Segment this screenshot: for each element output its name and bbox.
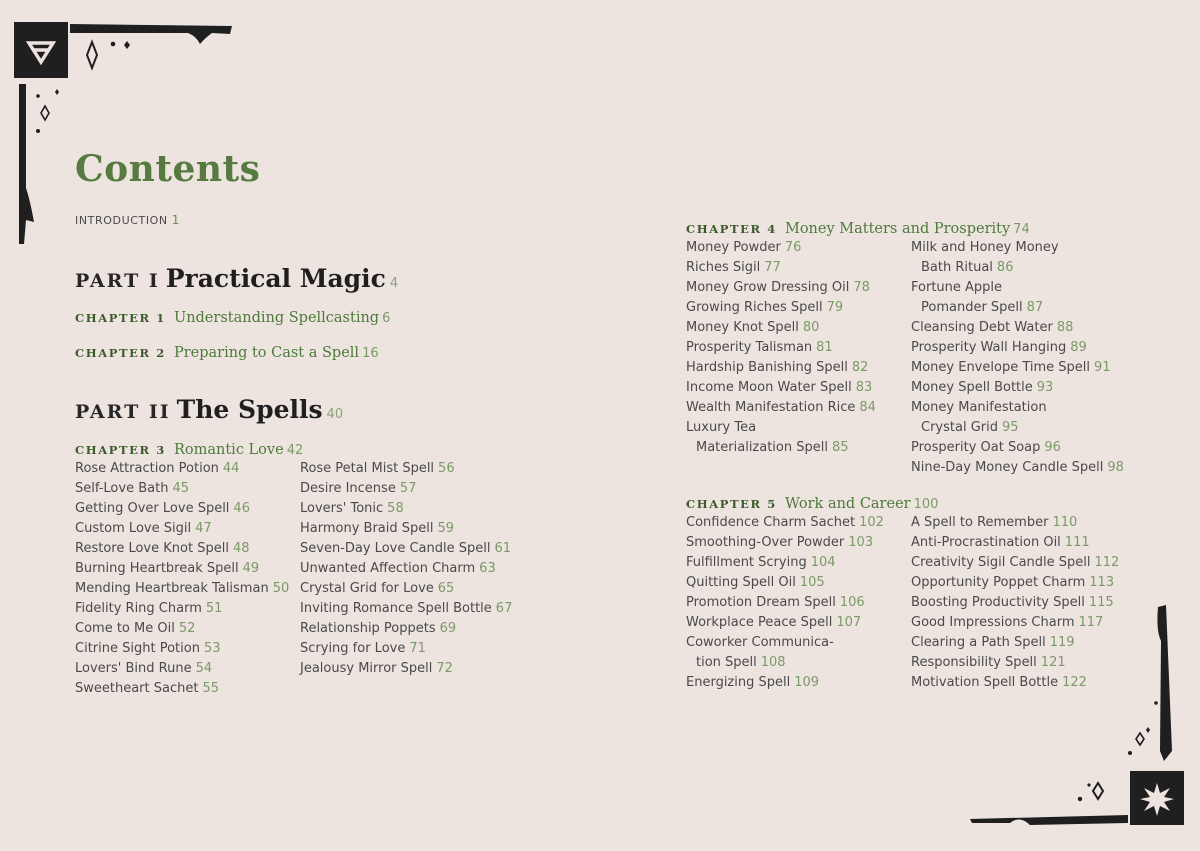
toc-entry-page: 58 — [387, 501, 404, 516]
chapter-3-page: 42 — [286, 443, 304, 458]
toc-entry — [300, 499, 512, 519]
chapter-2-title: Preparing to Cast a Spell — [173, 345, 360, 361]
chapter-5-heading — [686, 493, 938, 512]
toc-entry — [911, 573, 1119, 593]
toc-entry-page: 84 — [859, 400, 876, 415]
toc-entry-page: 59 — [437, 521, 455, 536]
toc-entry — [911, 458, 1124, 478]
toc-entry-page: 91 — [1094, 360, 1111, 375]
introduction-page: 1 — [171, 213, 180, 227]
toc-entry-title: Rose Attraction Potion — [75, 461, 219, 476]
toc-entry-page: 71 — [409, 641, 426, 656]
toc-entry — [686, 238, 876, 258]
toc-entry-page: 105 — [799, 575, 825, 590]
toc-entry — [75, 619, 289, 639]
toc-entry — [686, 613, 884, 633]
toc-entry-title: Boosting Productivity Spell — [911, 595, 1085, 610]
chapter-5-list-col1 — [686, 513, 884, 693]
toc-entry-title: Anti-Procrastination Oil — [911, 535, 1061, 550]
toc-entry-title: Rose Petal Mist Spell — [300, 461, 435, 476]
toc-entry-page: 81 — [816, 340, 833, 355]
toc-entry-title: Unwanted Affection Charm — [300, 561, 476, 576]
chapter-3-heading — [75, 439, 303, 458]
toc-entry-title: Getting Over Love Spell — [75, 501, 230, 516]
chapter-3-title: Romantic Love — [173, 442, 284, 458]
toc-entry-title: Crystal Grid — [921, 420, 998, 435]
chapter-4-title: Money Matters and Prosperity — [784, 221, 1011, 237]
toc-entry — [75, 519, 289, 539]
part-1-heading — [75, 264, 398, 293]
toc-entry-page: 115 — [1088, 595, 1114, 610]
toc-entry — [686, 533, 884, 553]
chapter-1-label: CHAPTER 1 — [75, 311, 166, 325]
toc-entry-title: Scrying for Love — [300, 641, 406, 656]
toc-entry — [686, 573, 884, 593]
toc-entry — [300, 619, 512, 639]
toc-entry — [686, 593, 884, 613]
toc-entry-page: 112 — [1094, 555, 1120, 570]
chapter-4-page: 74 — [1013, 222, 1030, 237]
toc-entry-title: Lovers' Bind Rune — [75, 661, 192, 676]
toc-entry — [911, 633, 1119, 653]
toc-entry — [911, 438, 1124, 458]
toc-entry — [911, 418, 1124, 438]
toc-entry-page: 76 — [784, 240, 802, 255]
toc-entry-title: Seven-Day Love Candle Spell — [300, 541, 491, 556]
toc-entry-title: Confidence Charm Sachet — [686, 515, 856, 530]
toc-entry-page: 87 — [1026, 300, 1044, 315]
toc-entry-page: 77 — [764, 260, 781, 275]
toc-entry-page: 45 — [172, 481, 189, 496]
toc-entry-page: 47 — [195, 521, 212, 536]
toc-entry — [686, 278, 876, 298]
toc-entry-title: Pomander Spell — [921, 300, 1023, 315]
toc-entry — [300, 459, 512, 479]
toc-entry — [686, 378, 876, 398]
introduction-label: INTRODUCTION — [75, 214, 168, 227]
toc-entry — [75, 479, 289, 499]
toc-entry-page: 57 — [399, 481, 417, 496]
toc-entry-page: 88 — [1056, 320, 1074, 335]
toc-entry-title: Promotion Dream Spell — [686, 595, 836, 610]
toc-entry-page: 121 — [1040, 655, 1066, 670]
chapter-2-page: 16 — [362, 346, 379, 361]
toc-entry-page: 79 — [826, 300, 844, 315]
toc-entry — [300, 479, 512, 499]
toc-entry-title: Fortune Apple — [911, 280, 1003, 295]
toc-entry-title: Jealousy Mirror Spell — [300, 661, 433, 676]
chapter-3-list-col2 — [300, 459, 512, 679]
chapter-1-page: 6 — [382, 311, 391, 326]
toc-entry-page: 83 — [855, 380, 873, 395]
toc-entry-page: 72 — [436, 661, 453, 676]
toc-entry-page: 104 — [810, 555, 836, 570]
toc-entry — [300, 639, 512, 659]
chapter-5-title: Work and Career — [784, 496, 911, 512]
toc-entry-title: Coworker Communica- — [686, 635, 834, 650]
toc-entry-page: 113 — [1089, 575, 1115, 590]
toc-entry — [911, 513, 1119, 533]
toc-entry — [300, 519, 512, 539]
toc-entry-title: Custom Love Sigil — [75, 521, 192, 536]
toc-entry-title: Fulfillment Scrying — [686, 555, 807, 570]
toc-entry-page: 50 — [272, 581, 290, 596]
toc-entry-page: 110 — [1052, 515, 1078, 530]
toc-entry-page: 107 — [836, 615, 862, 630]
toc-entry — [911, 398, 1124, 418]
toc-entry — [911, 278, 1124, 298]
toc-entry-page: 48 — [232, 541, 250, 556]
toc-entry — [75, 599, 289, 619]
toc-entry-page: 103 — [848, 535, 874, 550]
toc-entry-title: Wealth Manifestation Rice — [686, 400, 856, 415]
toc-entry-title: Come to Me Oil — [75, 621, 175, 636]
chapter-2-heading — [75, 342, 379, 361]
toc-entry-title: Citrine Sight Potion — [75, 641, 200, 656]
toc-entry — [686, 513, 884, 533]
toc-entry — [911, 318, 1124, 338]
chapter-4-list-col2 — [911, 238, 1124, 478]
toc-entry-page: 69 — [439, 621, 457, 636]
toc-entry — [911, 533, 1119, 553]
toc-entry — [300, 539, 512, 559]
part-2-label: PART II — [75, 401, 171, 423]
part-2-heading — [75, 395, 343, 424]
toc-entry — [911, 238, 1124, 258]
toc-entry-page: 122 — [1062, 675, 1087, 690]
toc-entry-page: 67 — [495, 601, 513, 616]
toc-entry — [300, 659, 512, 679]
toc-entry-page: 98 — [1107, 460, 1124, 475]
toc-entry — [911, 553, 1119, 573]
toc-entry — [911, 613, 1119, 633]
toc-entry — [686, 298, 876, 318]
toc-entry-page: 53 — [203, 641, 221, 656]
toc-entry-page: 49 — [242, 561, 260, 576]
chapter-2-label: CHAPTER 2 — [75, 346, 166, 360]
toc-entry — [911, 378, 1124, 398]
toc-entry-title: Luxury Tea — [686, 420, 757, 435]
toc-entry-title: Riches Sigil — [686, 260, 761, 275]
toc-entry-title: Prosperity Talisman — [686, 340, 813, 355]
chapter-3-list-col1 — [75, 459, 289, 699]
toc-entry-title: Clearing a Path Spell — [911, 635, 1046, 650]
part-2-title: The Spells — [176, 395, 323, 424]
toc-entry-page: 106 — [839, 595, 865, 610]
toc-entry-title: Desire Incense — [300, 481, 396, 496]
toc-entry — [75, 579, 289, 599]
toc-entry-title: Creativity Sigil Candle Spell — [911, 555, 1091, 570]
part-1-label: PART I — [75, 270, 160, 292]
toc-entry-title: Self-Love Bath — [75, 481, 169, 496]
toc-entry-title: Prosperity Wall Hanging — [911, 340, 1067, 355]
toc-entry-title: Nine-Day Money Candle Spell — [911, 460, 1104, 475]
toc-entry-page: 102 — [859, 515, 884, 530]
toc-entry-page: 89 — [1070, 340, 1087, 355]
part-1-page: 4 — [389, 276, 399, 291]
toc-entry-title: Hardship Banishing Spell — [686, 360, 848, 375]
toc-entry-page: 51 — [205, 601, 223, 616]
toc-entry — [75, 679, 289, 699]
toc-entry — [911, 653, 1119, 673]
toc-entry-title: Money Spell Bottle — [911, 380, 1033, 395]
toc-entry-title: Growing Riches Spell — [686, 300, 823, 315]
toc-entry-title: Prosperity Oat Soap — [911, 440, 1041, 455]
toc-entry-page: 44 — [222, 461, 240, 476]
toc-entry-title: Relationship Poppets — [300, 621, 436, 636]
toc-entry-title: Money Powder — [686, 240, 781, 255]
toc-entry — [75, 639, 289, 659]
chapter-5-page: 100 — [913, 497, 939, 512]
toc-entry-title: Harmony Braid Spell — [300, 521, 434, 536]
toc-entry — [911, 673, 1119, 693]
toc-entry — [75, 459, 289, 479]
toc-entry-page: 65 — [437, 581, 455, 596]
toc-entry-title: Money Manifestation — [911, 400, 1047, 415]
toc-entry-title: Money Grow Dressing Oil — [686, 280, 850, 295]
toc-entry — [686, 358, 876, 378]
toc-entry — [686, 633, 884, 653]
toc-entry-title: Cleansing Debt Water — [911, 320, 1053, 335]
toc-entry — [911, 358, 1124, 378]
toc-entry-page: 119 — [1049, 635, 1075, 650]
toc-entry-page: 93 — [1036, 380, 1054, 395]
page-title: Contents — [75, 148, 261, 190]
toc-entry-page: 46 — [233, 501, 250, 516]
toc-entry-title: Quitting Spell Oil — [686, 575, 796, 590]
toc-entry-title: Milk and Honey Money — [911, 240, 1059, 255]
toc-entry-page: 85 — [831, 440, 849, 455]
toc-entry-title: Sweetheart Sachet — [75, 681, 199, 696]
toc-entry-title: Mending Heartbreak Talisman — [75, 581, 269, 596]
toc-entry-page: 108 — [760, 655, 786, 670]
toc-entry-page: 80 — [802, 320, 820, 335]
toc-entry-page: 109 — [794, 675, 820, 690]
toc-entry — [75, 659, 289, 679]
part-1-title: Practical Magic — [165, 264, 386, 293]
toc-entry — [911, 338, 1124, 358]
toc-entry-title: Bath Ritual — [921, 260, 993, 275]
chapter-4-label: CHAPTER 4 — [686, 222, 777, 236]
chapter-1-title: Understanding Spellcasting — [173, 310, 380, 326]
toc-entry-title: Materialization Spell — [696, 440, 828, 455]
toc-entry-page: 55 — [202, 681, 220, 696]
toc-entry-page: 111 — [1064, 535, 1090, 550]
toc-entry — [686, 653, 884, 673]
toc-entry — [686, 258, 876, 278]
toc-entry-page: 95 — [1001, 420, 1019, 435]
toc-entry-title: Opportunity Poppet Charm — [911, 575, 1086, 590]
toc-entry — [911, 593, 1119, 613]
toc-entry — [300, 599, 512, 619]
toc-entry-title: Good Impressions Charm — [911, 615, 1075, 630]
toc-entry-title: Motivation Spell Bottle — [911, 675, 1059, 690]
chapter-3-label: CHAPTER 3 — [75, 443, 166, 457]
toc-entry-title: Responsibility Spell — [911, 655, 1037, 670]
toc-entry-title: Crystal Grid for Love — [300, 581, 434, 596]
toc-entry — [911, 258, 1124, 278]
toc-entry-page: 56 — [438, 461, 455, 476]
toc-entry-title: Lovers' Tonic — [300, 501, 384, 516]
toc-entry — [686, 438, 876, 458]
toc-entry — [911, 298, 1124, 318]
toc-entry-title: Fidelity Ring Charm — [75, 601, 202, 616]
toc-entry — [75, 499, 289, 519]
introduction-entry — [75, 213, 180, 227]
toc-entry — [686, 398, 876, 418]
toc-entry — [686, 673, 884, 693]
toc-entry-title: Smoothing-Over Powder — [686, 535, 845, 550]
toc-entry-page: 61 — [494, 541, 512, 556]
toc-entry-title: A Spell to Remember — [911, 515, 1049, 530]
toc-entry-page: 54 — [195, 661, 213, 676]
toc-entry-page: 63 — [479, 561, 496, 576]
toc-entry — [686, 318, 876, 338]
toc-entry-title: Burning Heartbreak Spell — [75, 561, 239, 576]
toc-entry-title: Money Envelope Time Spell — [911, 360, 1090, 375]
toc-entry — [686, 338, 876, 358]
toc-entry-page: 86 — [996, 260, 1014, 275]
toc-entry-page: 78 — [853, 280, 870, 295]
chapter-1-heading — [75, 307, 390, 326]
part-2-page: 40 — [326, 407, 344, 422]
toc-entry — [686, 553, 884, 573]
toc-entry-title: Workplace Peace Spell — [686, 615, 833, 630]
toc-entry — [300, 579, 512, 599]
toc-entry-page: 52 — [178, 621, 196, 636]
toc-entry-title: Money Knot Spell — [686, 320, 799, 335]
toc-entry-page: 82 — [851, 360, 869, 375]
toc-entry-title: Restore Love Knot Spell — [75, 541, 229, 556]
chapter-4-list-col1 — [686, 238, 876, 458]
toc-entry-page: 96 — [1044, 440, 1061, 455]
toc-entry — [686, 418, 876, 438]
toc-entry-title: tion Spell — [696, 655, 757, 670]
chapter-5-label: CHAPTER 5 — [686, 497, 777, 511]
chapter-5-list-col2 — [911, 513, 1119, 693]
toc-entry — [300, 559, 512, 579]
toc-entry-title: Inviting Romance Spell Bottle — [300, 601, 492, 616]
toc-entry — [75, 539, 289, 559]
toc-entry-page: 117 — [1078, 615, 1104, 630]
toc-entry-title: Energizing Spell — [686, 675, 791, 690]
toc-entry-title: Income Moon Water Spell — [686, 380, 852, 395]
toc-entry — [75, 559, 289, 579]
chapter-4-heading — [686, 218, 1030, 237]
